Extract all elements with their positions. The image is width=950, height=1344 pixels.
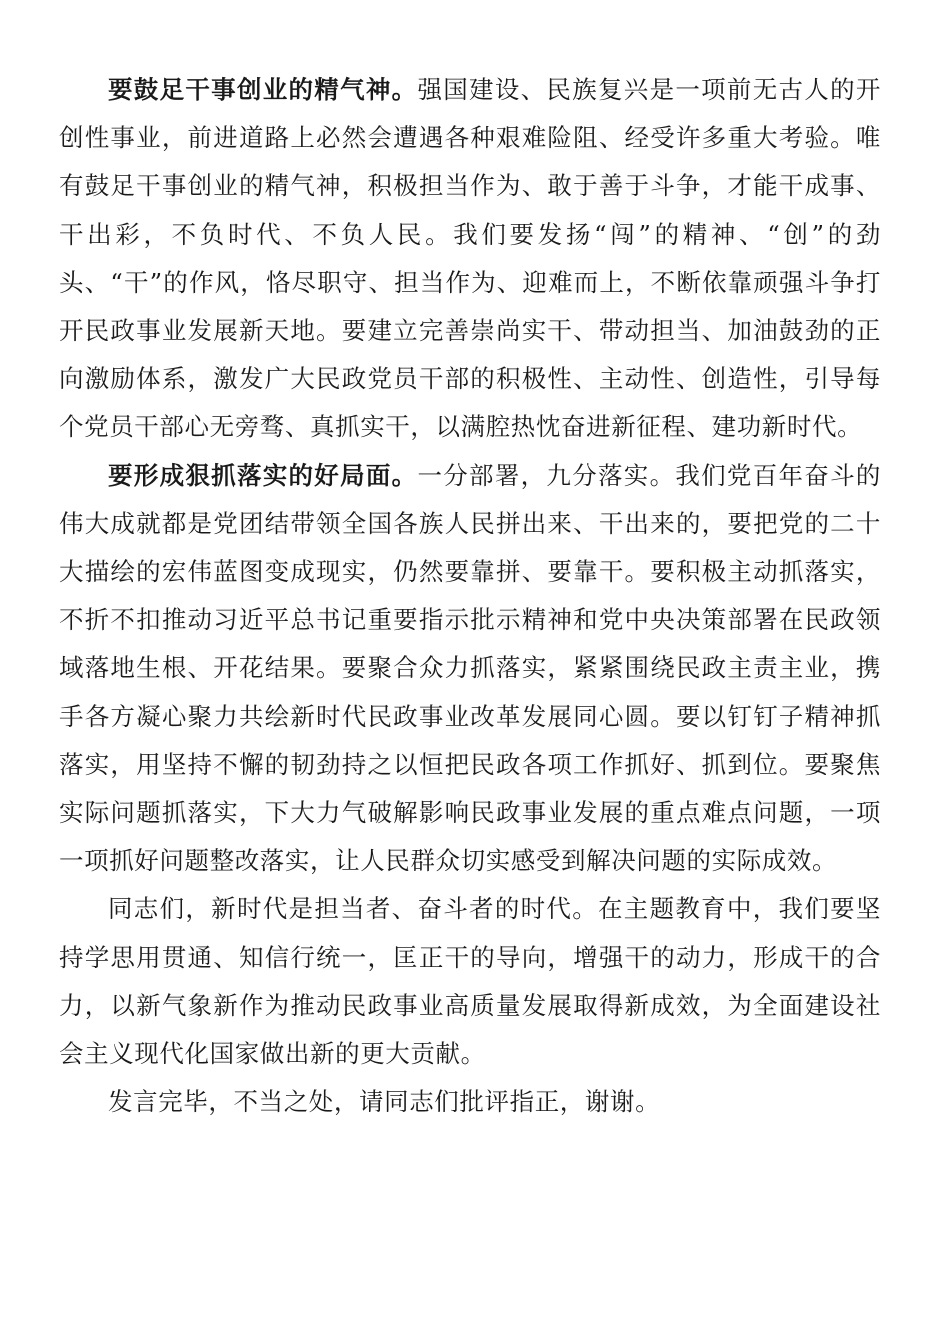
paragraph-3-text: 同志们，新时代是担当者、奋斗者的时代。在主题教育中，我们要坚持学思用贯通、知信行统一，匡正干的导向，增强干的动力，形成干的合力，以新气象新作为推动民政事业高质量发展取得新成效，为全面建设社会主义现代化国家做出新的更大贡献。: [59, 894, 881, 1069]
document-body: [59, 66, 881, 1126]
paragraph-4-text: 发言完毕，不当之处，请同志们批评指正，谢谢。: [108, 1087, 661, 1117]
paragraph-1-heading: 要鼓足干事创业的精气神。: [108, 75, 418, 104]
paragraph-1-text: 强国建设、民族复兴是一项前无古人的开创性事业，前进道路上必然会遭遇各种艰难险阻、经受许多重大考验。唯有鼓足干事创业的精气神，积极担当作为、敢于善于斗争，才能干成事、干出彩，不负时代、不负人民。我们要发扬“闯”的精神、“创”的劲头、“干”的作风，恪尽职守、担当作为、迎难而上，不断依靠顽强斗争打开民政事业发展新天地。要建立完善崇尚实干、带动担当、加油鼓劲的正向激励体系，激发广大民政党员干部的积极性、主动性、创造性，引导每个党员干部心无旁骛、真抓实干，以满腔热忱奋进新征程、建功新时代。: [59, 75, 881, 442]
paragraph-2-text: 一分部署，九分落实。我们党百年奋斗的伟大成就都是党团结带领全国各族人民拼出来、干出来的，要把党的二十大描绘的宏伟蓝图变成现实，仍然要靠拼、要靠干。要积极主动抓落实，不折不扣推动习近平总书记重要指示批示精神和党中央决策部署在民政领域落地生根、开花结果。要聚合众力抓落实，紧紧围绕民政主责主业，携手各方凝心聚力共绘新时代民政事业改革发展同心圆。要以钉钉子精神抓落实，用坚持不懈的韧劲持之以恒把民政各项工作抓好、抓到位。要聚焦实际问题抓落实，下大力气破解影响民政事业发展的重点难点问题，一项一项抓好问题整改落实，让人民群众切实感受到解决问题的实际成效。: [59, 460, 881, 876]
paragraph-2: [59, 452, 881, 886]
paragraph-3: [59, 885, 881, 1078]
paragraph-2-heading: 要形成狠抓落实的好局面。: [108, 460, 418, 490]
paragraph-1: [59, 66, 881, 452]
paragraph-4: [59, 1078, 881, 1126]
